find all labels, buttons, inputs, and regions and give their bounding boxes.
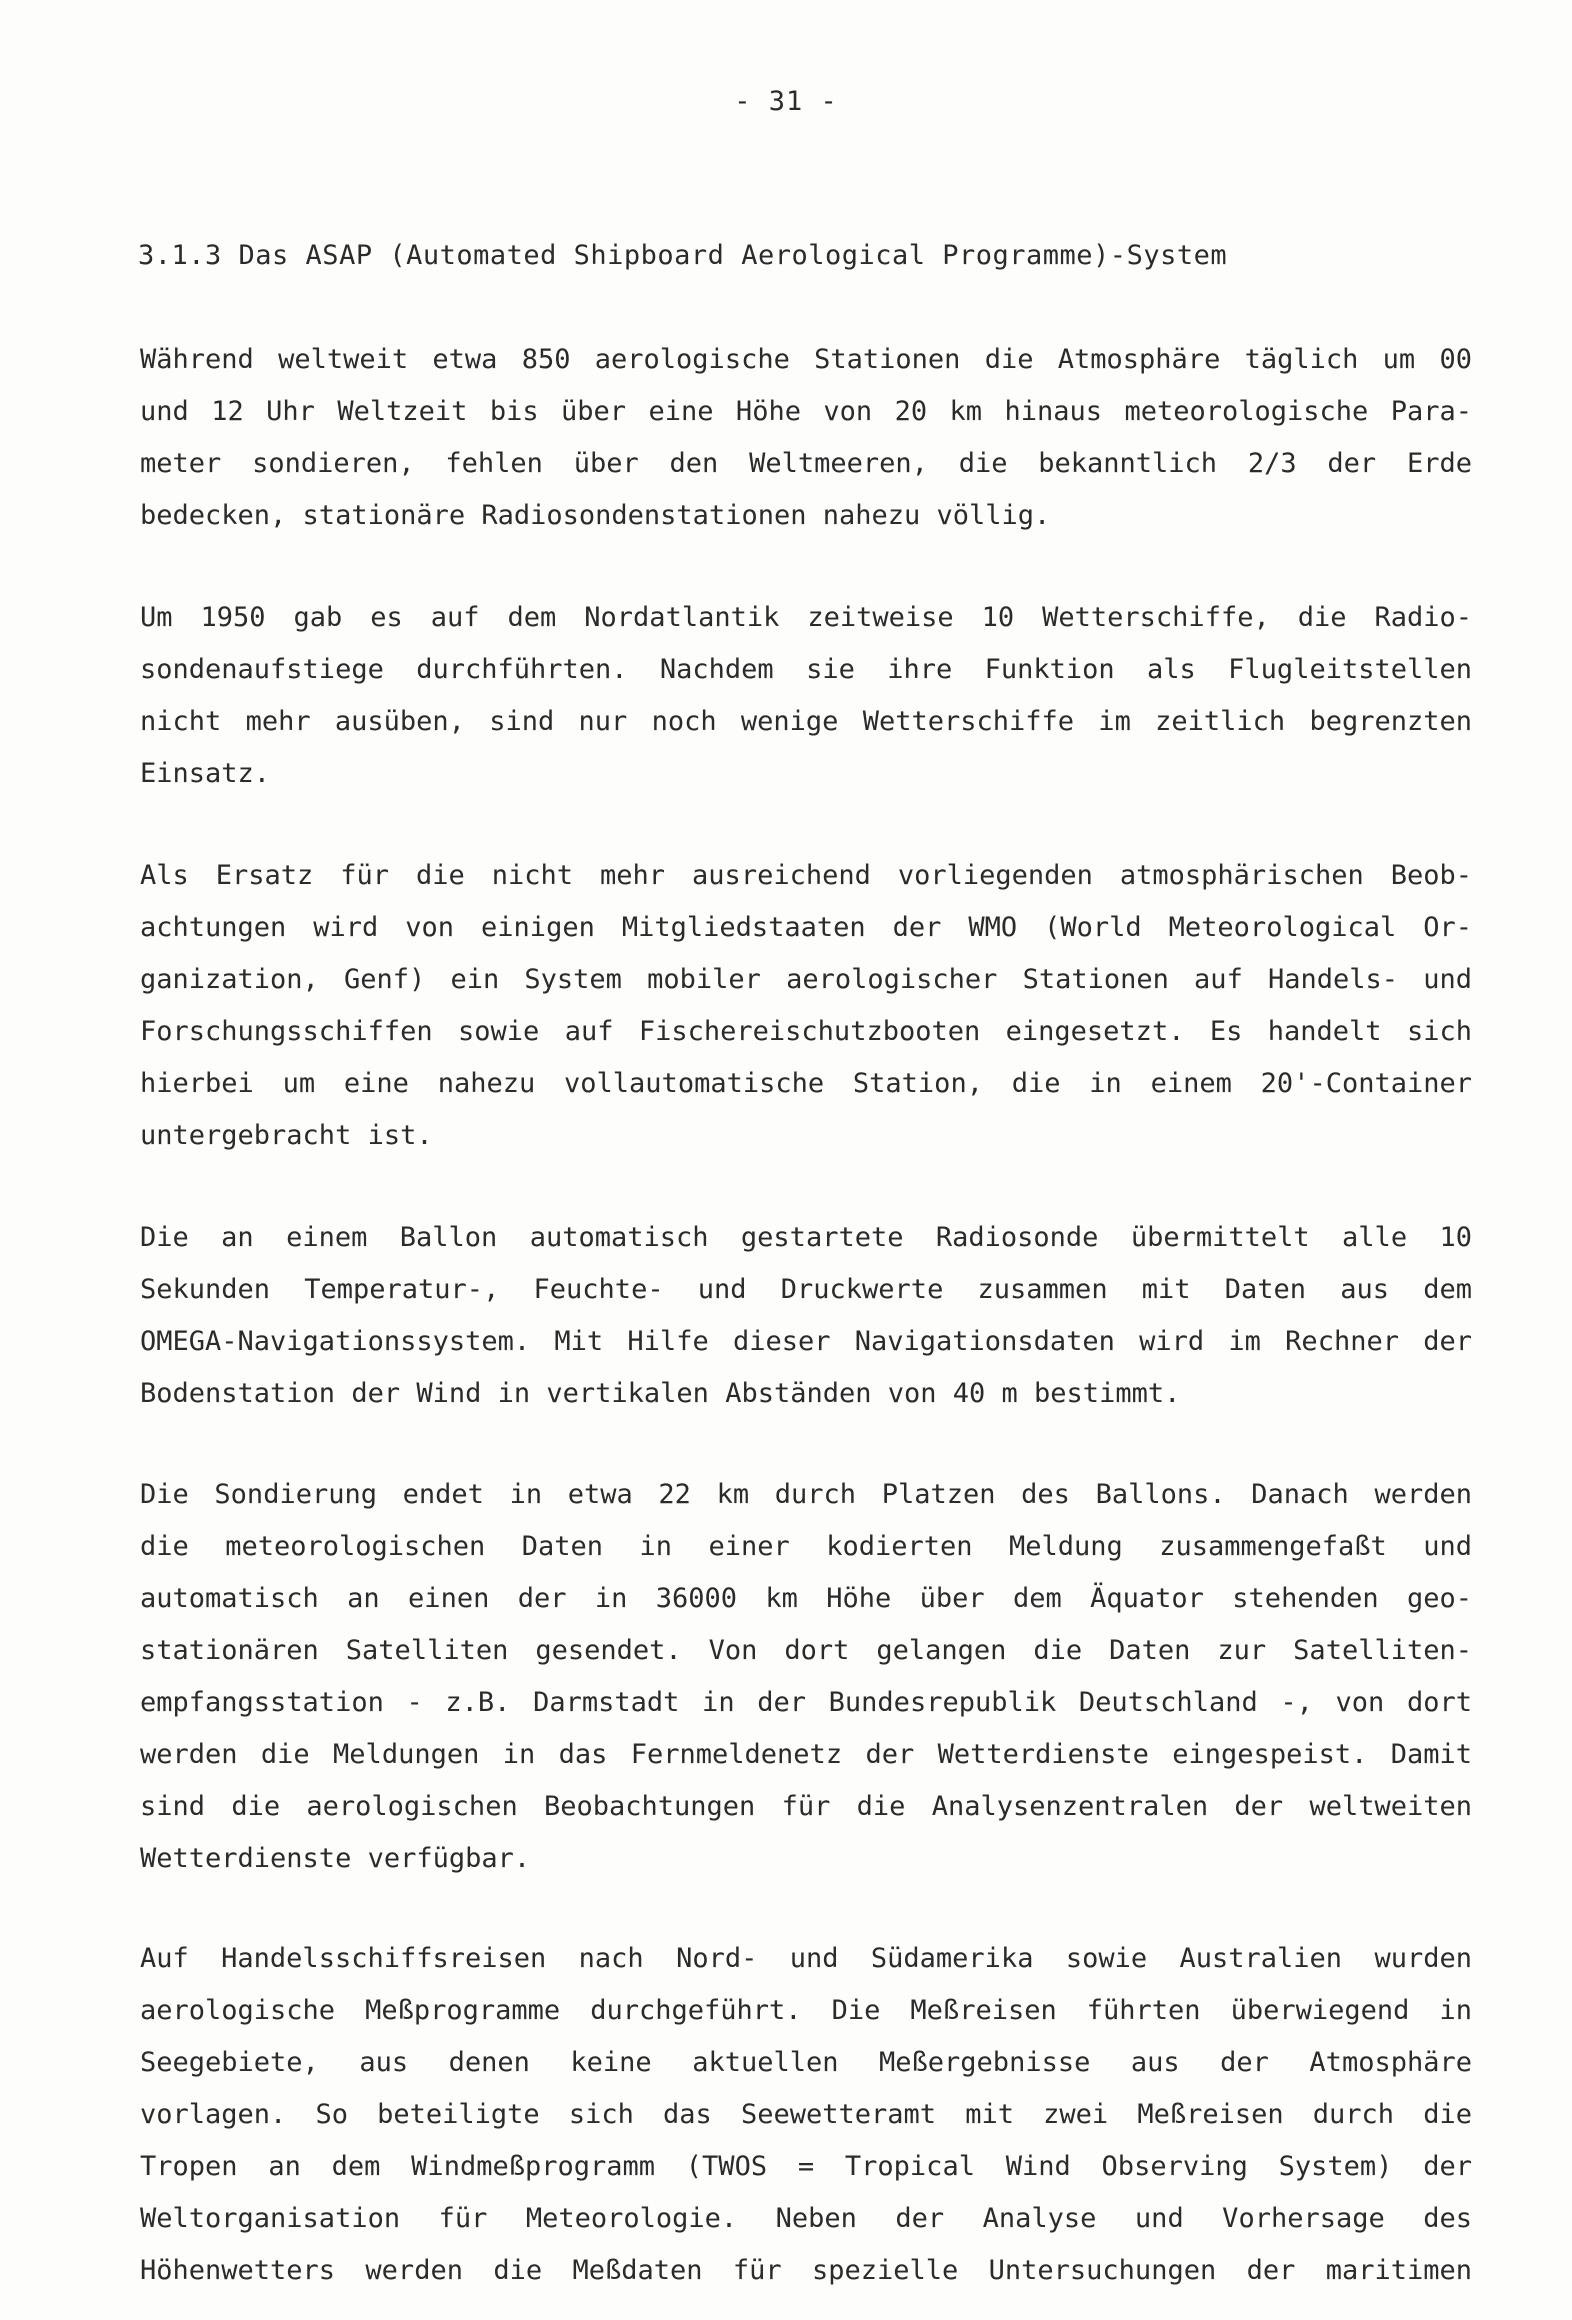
paragraph-2 <box>140 592 1472 800</box>
text-line: untergebracht ist. <box>140 1120 433 1151</box>
text-line: vorlagen. So beteiligte sich das Seewetteramt mit zwei Meßreisen durch die <box>140 2099 1472 2130</box>
text-line: Wetterdienste verfügbar. <box>140 1843 531 1874</box>
text-line: Als Ersatz für die nicht mehr ausreichend vorliegenden atmosphärischen Beob- <box>140 860 1472 891</box>
text-line: aerologische Meßprogramme durchgeführt. Die Meßreisen führten überwiegend in <box>140 1995 1472 2026</box>
text-line: Um 1950 gab es auf dem Nordatlantik zeitweise 10 Wetterschiffe, die Radio- <box>140 602 1472 633</box>
text-line: stationären Satelliten gesendet. Von dort gelangen die Daten zur Satelliten- <box>140 1635 1472 1666</box>
text-line: nicht mehr ausüben, sind nur noch wenige Wetterschiffe im zeitlich begrenzten <box>140 706 1472 737</box>
text-line: die meteorologischen Daten in einer kodierten Meldung zusammengefaßt und <box>140 1531 1472 1562</box>
text-line: Seegebiete, aus denen keine aktuellen Meßergebnisse aus der Atmosphäre <box>140 2047 1472 2078</box>
paragraph-3 <box>140 850 1472 1162</box>
text-line: sind die aerologischen Beobachtungen für die Analysenzentralen der weltweiten <box>140 1791 1472 1822</box>
paragraph-4 <box>140 1212 1472 1420</box>
text-line: Forschungsschiffen sowie auf Fischereischutzbooten eingesetzt. Es handelt sich <box>140 1016 1472 1047</box>
text-line: Bodenstation der Wind in vertikalen Abständen von 40 m bestimmt. <box>140 1378 1181 1409</box>
paragraph-1 <box>140 334 1472 542</box>
text-line: Auf Handelsschiffsreisen nach Nord- und Südamerika sowie Australien wurden <box>140 1943 1472 1974</box>
text-line: empfangsstation - z.B. Darmstadt in der Bundesrepublik Deutschland -, von dort <box>140 1687 1472 1718</box>
text-line: Weltorganisation für Meteorologie. Neben der Analyse und Vorhersage des <box>140 2203 1472 2234</box>
text-line: werden die Meldungen in das Fernmeldenetz der Wetterdienste eingespeist. Damit <box>140 1739 1472 1770</box>
text-line: Tropen an dem Windmeßprogramm (TWOS = Tropical Wind Observing System) der <box>140 2151 1472 2182</box>
text-line: OMEGA-Navigationssystem. Mit Hilfe dieser Navigationsdaten wird im Rechner der <box>140 1326 1472 1357</box>
text-line: hierbei um eine nahezu vollautomatische Station, die in einem 20'-Container <box>140 1068 1472 1099</box>
text-line: Die Sondierung endet in etwa 22 km durch Platzen des Ballons. Danach werden <box>140 1479 1472 1510</box>
text-line: automatisch an einen der in 36000 km Höhe über dem Äquator stehenden geo- <box>140 1583 1472 1614</box>
text-line: bedecken, stationäre Radiosondenstationen nahezu völlig. <box>140 500 1051 531</box>
text-line: sondenaufstiege durchführten. Nachdem sie ihre Funktion als Flugleitstellen <box>140 654 1472 685</box>
text-line: ganization, Genf) ein System mobiler aerologischer Stationen auf Handels- und <box>140 964 1472 995</box>
page-number: - 31 - <box>734 86 838 117</box>
text-line: Sekunden Temperatur-, Feuchte- und Druckwerte zusammen mit Daten aus dem <box>140 1274 1472 1305</box>
text-line: Einsatz. <box>140 758 271 789</box>
paragraph-5 <box>140 1469 1472 1885</box>
text-line: meter sondieren, fehlen über den Weltmeeren, die bekanntlich 2/3 der Erde <box>140 448 1472 479</box>
text-line: und 12 Uhr Weltzeit bis über eine Höhe von 20 km hinaus meteorologische Para- <box>140 396 1472 427</box>
text-line: Während weltweit etwa 850 aerologische Stationen die Atmosphäre täglich um 00 <box>140 344 1472 375</box>
text-line: Die an einem Ballon automatisch gestartete Radiosonde übermittelt alle 10 <box>140 1222 1472 1253</box>
section-heading: 3.1.3 Das ASAP (Automated Shipboard Aerological Programme)-System <box>138 240 1228 271</box>
text-line: Höhenwetters werden die Meßdaten für spezielle Untersuchungen der maritimen <box>140 2255 1472 2286</box>
text-line: achtungen wird von einigen Mitgliedstaaten der WMO (World Meteorological Or- <box>140 912 1472 943</box>
paragraph-6 <box>140 1933 1472 2297</box>
